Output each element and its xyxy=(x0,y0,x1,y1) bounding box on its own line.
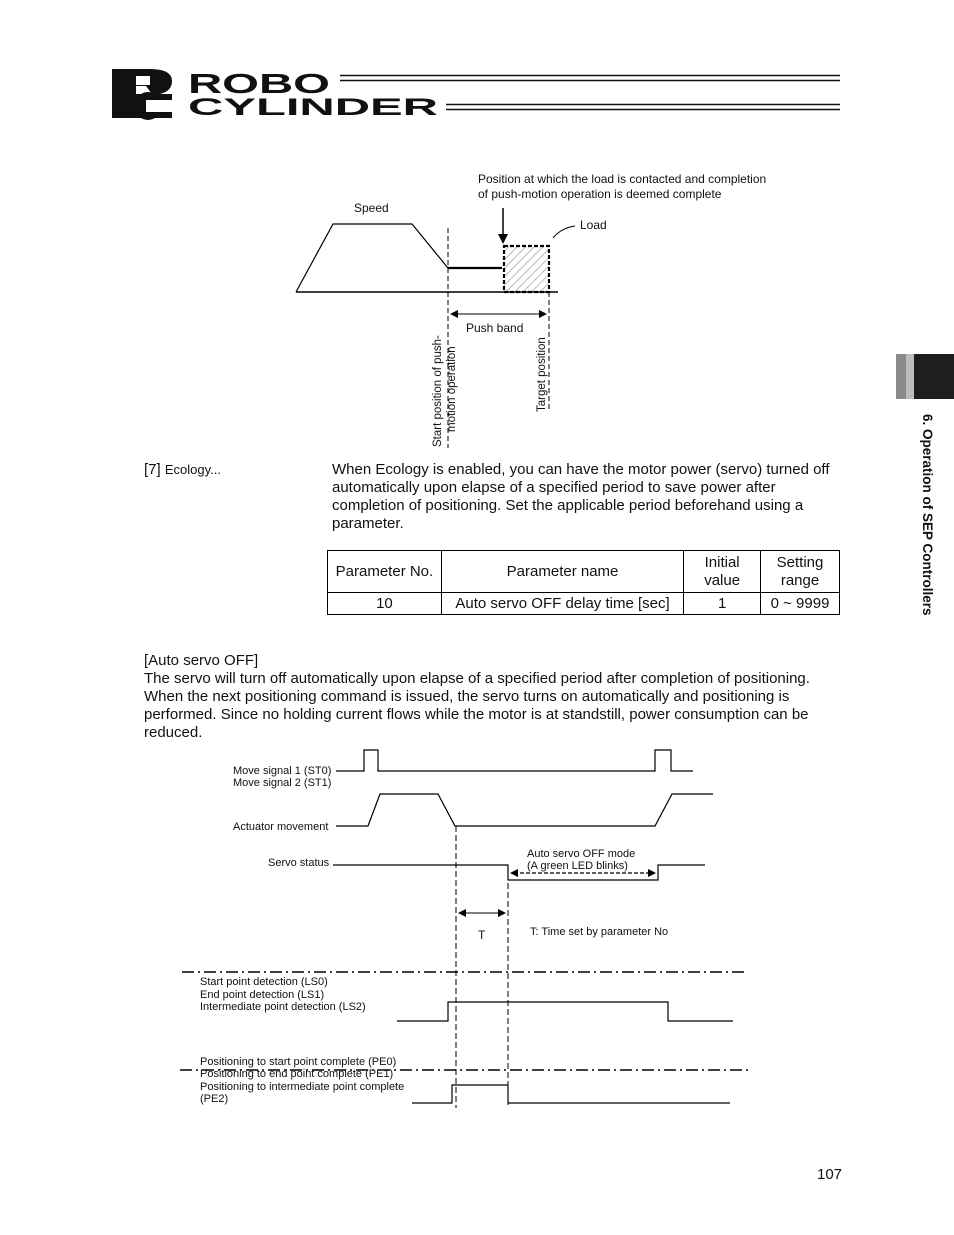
pe1-label: Positioning to end point complete (PE1) xyxy=(200,1068,394,1080)
auto-servo-arrow-right xyxy=(648,869,656,877)
logo-robo-text: ROBO xyxy=(188,68,330,99)
servo-status-label: Servo status xyxy=(268,857,330,869)
move-signal-2-label: Move signal 2 (ST1) xyxy=(233,777,332,789)
speed-label: Speed xyxy=(354,201,389,215)
table-header: Parameter name xyxy=(441,551,683,593)
start-position-label: Start position of push- motion operation xyxy=(432,335,458,447)
table-cell: 1 xyxy=(684,593,761,615)
target-position-label: Target position xyxy=(536,337,548,412)
auto-servo-paragraph: The servo will turn off automatically upon elapse of a specified period after completion of positioning. When the next positioning command is issued, the servo turns on automatically and positioning is performed. Since no holding current flows while the motor is at standstill, power consumption can be reduced. xyxy=(144,670,810,741)
page-number: 107 xyxy=(817,1166,843,1183)
actuator-movement-waveform xyxy=(336,794,713,826)
auto-servo-heading: [Auto servo OFF] xyxy=(144,652,259,669)
ls2-label: Intermediate point detection (LS2) xyxy=(200,1001,366,1013)
table-header: Setting range xyxy=(761,551,840,593)
contact-annotation-line1: Position at which the load is contacted and completion xyxy=(478,172,767,186)
pe2-label-1: Positioning to intermediate point complete xyxy=(200,1081,405,1093)
t-description: T: Time set by parameter No xyxy=(530,926,669,938)
actuator-movement-label: Actuator movement xyxy=(233,821,329,833)
move-signal-waveform xyxy=(336,750,693,771)
table-cell: 0 ~ 9999 xyxy=(761,593,840,615)
table-cell: Auto servo OFF delay time [sec] xyxy=(441,593,683,615)
pe2-label-2: (PE2) xyxy=(200,1093,229,1105)
chapter-label: 6. Operation of SEP Controllers xyxy=(920,414,935,616)
pe2-waveform xyxy=(412,1085,730,1103)
t-arrow-left xyxy=(458,909,466,917)
logo-cylinder-text: CYLINDER xyxy=(188,94,438,121)
t-arrow-right xyxy=(498,909,506,917)
t-label: T xyxy=(478,928,486,942)
ecology-label: Ecology... xyxy=(164,462,221,477)
ecology-description: When Ecology is enabled, you can have the motor power (servo) turned off automatically upon elapse of a specified period to save power after completion of positioning. Set the applicable period beforehand using a parameter. xyxy=(332,461,830,532)
table-header: Parameter No. xyxy=(328,551,442,593)
auto-servo-mode-label-1: Auto servo OFF mode xyxy=(527,848,636,860)
auto-servo-mode-label-2: (A green LED blinks) xyxy=(527,860,628,872)
table-header: Initial value xyxy=(684,551,761,593)
auto-servo-arrow-left xyxy=(510,869,518,877)
move-signal-1-label: Move signal 1 (ST0) xyxy=(233,765,332,777)
ecology-number: [7] xyxy=(144,461,161,478)
ls0-label: Start point detection (LS0) xyxy=(200,976,328,988)
table-cell: 10 xyxy=(328,593,442,615)
load-label: Load xyxy=(580,218,607,232)
contact-annotation-line2: of push-motion operation is deemed complete xyxy=(478,187,722,201)
ls1-label: End point detection (LS1) xyxy=(200,989,325,1001)
ls2-waveform xyxy=(397,1002,733,1021)
pe0-label: Positioning to start point complete (PE0) xyxy=(200,1056,397,1068)
push-band-label: Push band xyxy=(466,321,524,335)
